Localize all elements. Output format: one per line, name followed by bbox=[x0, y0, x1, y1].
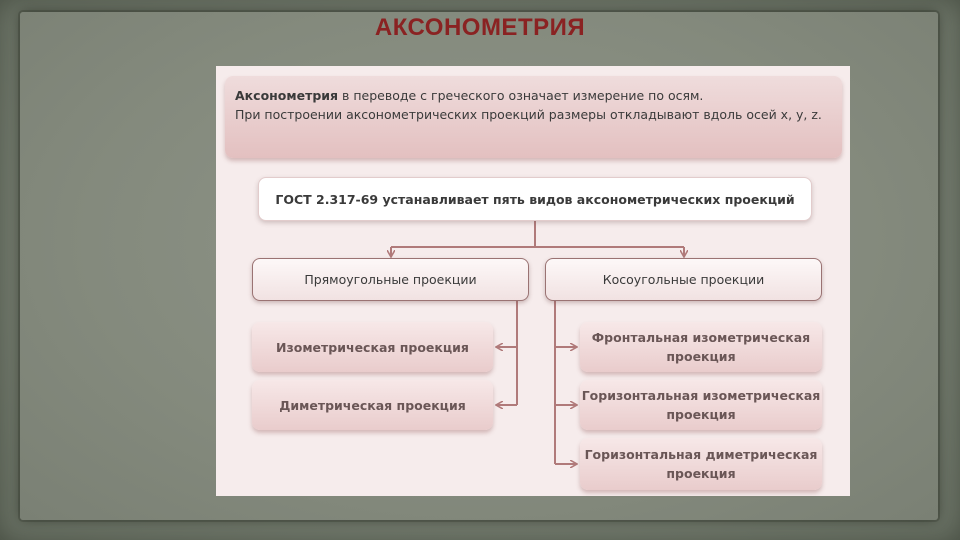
diagram-area bbox=[216, 66, 850, 496]
horizontal-dimetric-label: Горизонтальная диметрическая проекция bbox=[584, 447, 818, 481]
gost-box: ГОСТ 2.317-69 устанавливает пять видов аксонометрических проекций bbox=[258, 177, 812, 221]
rectangular-projections-box: Прямоугольные проекции bbox=[252, 258, 529, 301]
intro-definition-box bbox=[225, 76, 842, 158]
horizontal-isometric-projection-box bbox=[580, 380, 822, 430]
intro-text-line1: в переводе с греческого означает измерение по осям. bbox=[338, 88, 704, 103]
isometric-projection-box: Изометрическая проекция bbox=[252, 322, 493, 372]
horizontal-dimetric-projection-box bbox=[580, 438, 822, 490]
horizontal-isometric-label: Горизонтальная изометрическая проекция bbox=[581, 388, 821, 422]
intro-term: Аксонометрия bbox=[235, 88, 339, 103]
intro-text-line2: При построении аксонометрических проекций размеры откладывают вдоль осей x, y, z. bbox=[235, 107, 822, 122]
page-title: АКСОНОМЕТРИЯ bbox=[374, 14, 586, 41]
frontal-isometric-projection-box bbox=[580, 322, 822, 372]
frontal-isometric-label: Фронтальная изометрическая проекция bbox=[591, 330, 811, 364]
dimetric-projection-box: Диметрическая проекция bbox=[252, 380, 493, 430]
oblique-projections-box: Косоугольные проекции bbox=[545, 258, 822, 301]
